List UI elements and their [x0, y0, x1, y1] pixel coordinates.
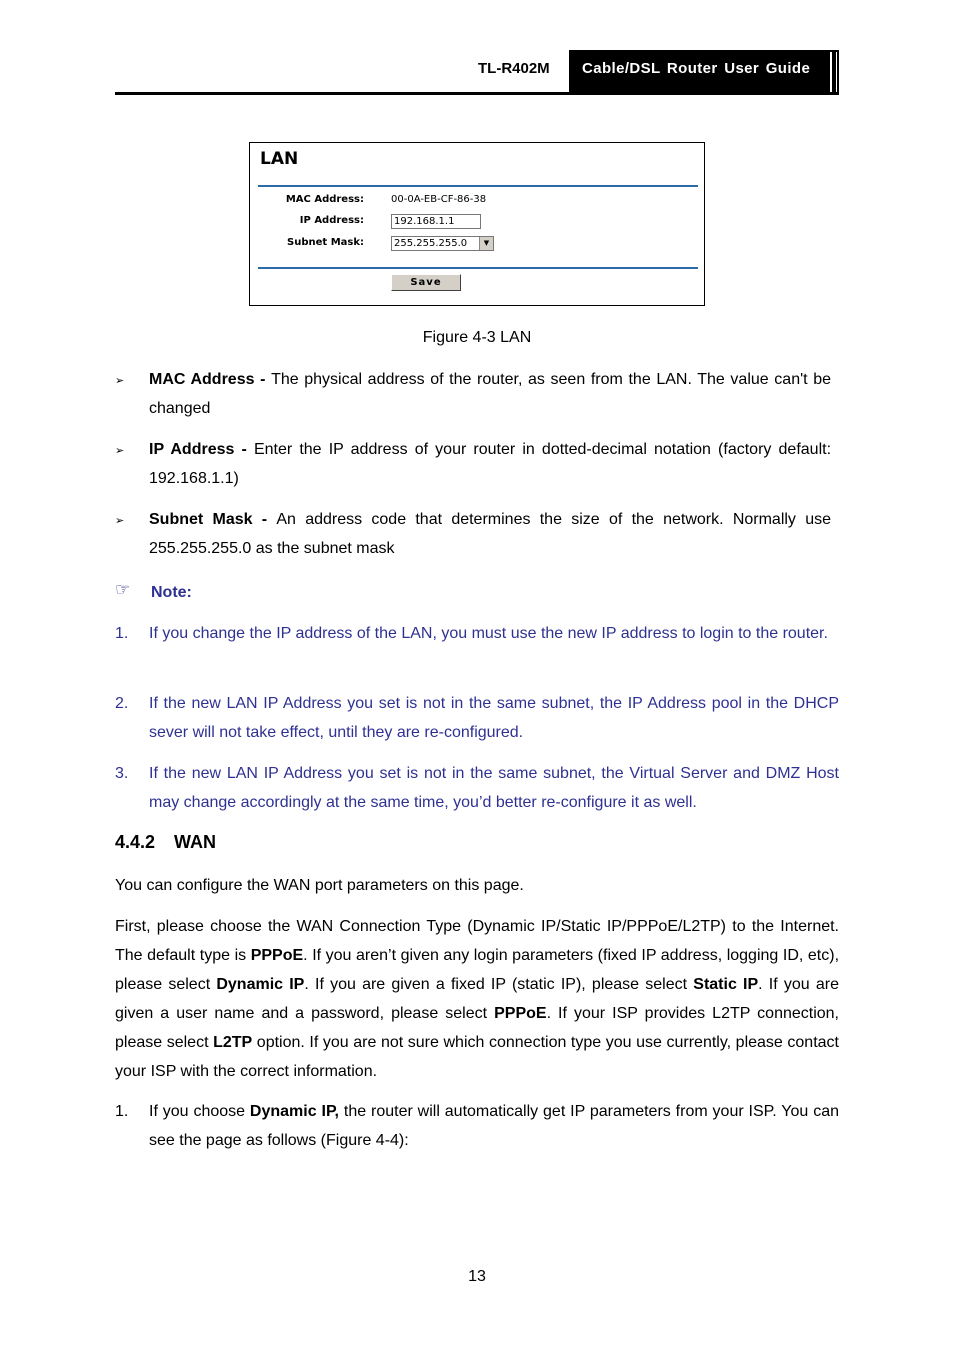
text-run: the router will automatically get IP parameters from your ISP. You can see the page as follows (Figure 4-4):: [149, 1103, 839, 1149]
note-item: If the new LAN IP Address you set is not in the same subnet, the IP Address pool in the DHCP sever will not take effect, until they are re-configured.: [149, 695, 839, 741]
lan-panel-title: LAN: [260, 149, 299, 169]
text-run: If you choose: [149, 1103, 250, 1120]
save-button[interactable]: Save: [391, 274, 461, 291]
section-intro: You can configure the WAN port parameters on this page.: [115, 877, 524, 894]
page-number: 13: [468, 1268, 486, 1285]
figure-caption: Figure 4-3 LAN: [422, 329, 532, 346]
bullet-term: MAC Address -: [149, 371, 272, 388]
list-item: [149, 1097, 839, 1155]
text-run-bold: PPPoE: [494, 1005, 547, 1022]
text-run: . If you are given a user name and a password, please select: [115, 976, 840, 1022]
text-run: . If your ISP provides L2TP connection, please select: [115, 1005, 840, 1051]
pointing-hand-icon: ☞: [115, 580, 131, 599]
bullet-text: An address code that determines the size of the network. Normally use 255.255.255.0 as the subnet mask: [149, 511, 831, 557]
text-run: First, please choose the WAN Connection Type (Dynamic IP/Static IP/PPPoE/L2TP) to the Internet. The default type is: [115, 918, 839, 964]
ip-address-label: IP Address:: [299, 215, 364, 226]
arrowhead-bullet-icon: ➢: [115, 515, 125, 527]
note-item-number: 3.: [115, 765, 129, 782]
section-title: WAN: [174, 832, 216, 852]
subnet-mask-value: 255.255.255.0: [394, 238, 468, 249]
arrowhead-bullet-icon: ➢: [115, 375, 125, 387]
panel-divider: [258, 267, 698, 269]
list-item-number: 1.: [115, 1103, 129, 1120]
note-item-number: 1.: [115, 625, 129, 642]
note-label: Note:: [151, 584, 192, 601]
text-run-bold: Dynamic IP,: [249, 1103, 339, 1120]
text-run: . If you aren’t given any login parameters (fixed IP address, logging ID, etc), please select: [115, 947, 840, 993]
bullet-ip-address: [149, 435, 831, 493]
text-run-bold: Static IP: [693, 976, 759, 993]
note-item-number: 2.: [115, 695, 129, 712]
panel-divider: [258, 185, 698, 187]
bullet-text: The physical address of the router, as seen from the LAN. The value can't be changed: [149, 371, 832, 417]
subnet-mask-label: Subnet Mask:: [287, 237, 364, 248]
text-run-bold: PPPoE: [250, 947, 304, 964]
text-run-bold: Dynamic IP: [216, 976, 305, 993]
arrowhead-bullet-icon: ➢: [115, 445, 125, 457]
text-run: . If you are given a fixed IP (static IP), please select: [304, 976, 694, 993]
bullet-term: Subnet Mask -: [149, 511, 277, 528]
bullet-term: IP Address -: [149, 441, 254, 458]
note-item: If you change the IP address of the LAN, you must use the new IP address to login to the router.: [149, 625, 828, 642]
bullet-mac-address: [149, 365, 831, 423]
header-decor-bar: [830, 52, 832, 92]
header-decor-bar: [836, 52, 837, 92]
text-run-bold: L2TP: [213, 1034, 253, 1051]
section-heading: [115, 832, 216, 853]
chevron-down-icon[interactable]: ▼: [479, 237, 493, 250]
ip-address-input[interactable]: 192.168.1.1: [391, 214, 481, 229]
header-rule: [115, 92, 839, 95]
mac-address-label: MAC Address:: [285, 194, 364, 205]
lan-settings-screenshot: [249, 142, 705, 306]
header-guide-title: Cable/DSL Router User Guide: [582, 60, 811, 77]
subnet-mask-select[interactable]: [391, 236, 494, 251]
mac-address-value: 00-0A-EB-CF-86-38: [391, 194, 487, 205]
bullet-subnet-mask: [149, 505, 831, 563]
note-item: If the new LAN IP Address you set is not in the same subnet, the Virtual Server and DMZ Host may change accordingly at the same time, you’d better re-configure it as well.: [149, 765, 839, 811]
wan-type-paragraph: [115, 912, 839, 1086]
header-model: TL-R402M: [478, 60, 550, 77]
text-run: option. If you are not sure which connection type you use currently, please contact your ISP with the correct information.: [115, 1034, 839, 1080]
bullet-text: Enter the IP address of your router in dotted-decimal notation (factory default: 192.168.1.1): [149, 441, 832, 487]
section-number: 4.4.2: [115, 832, 156, 852]
